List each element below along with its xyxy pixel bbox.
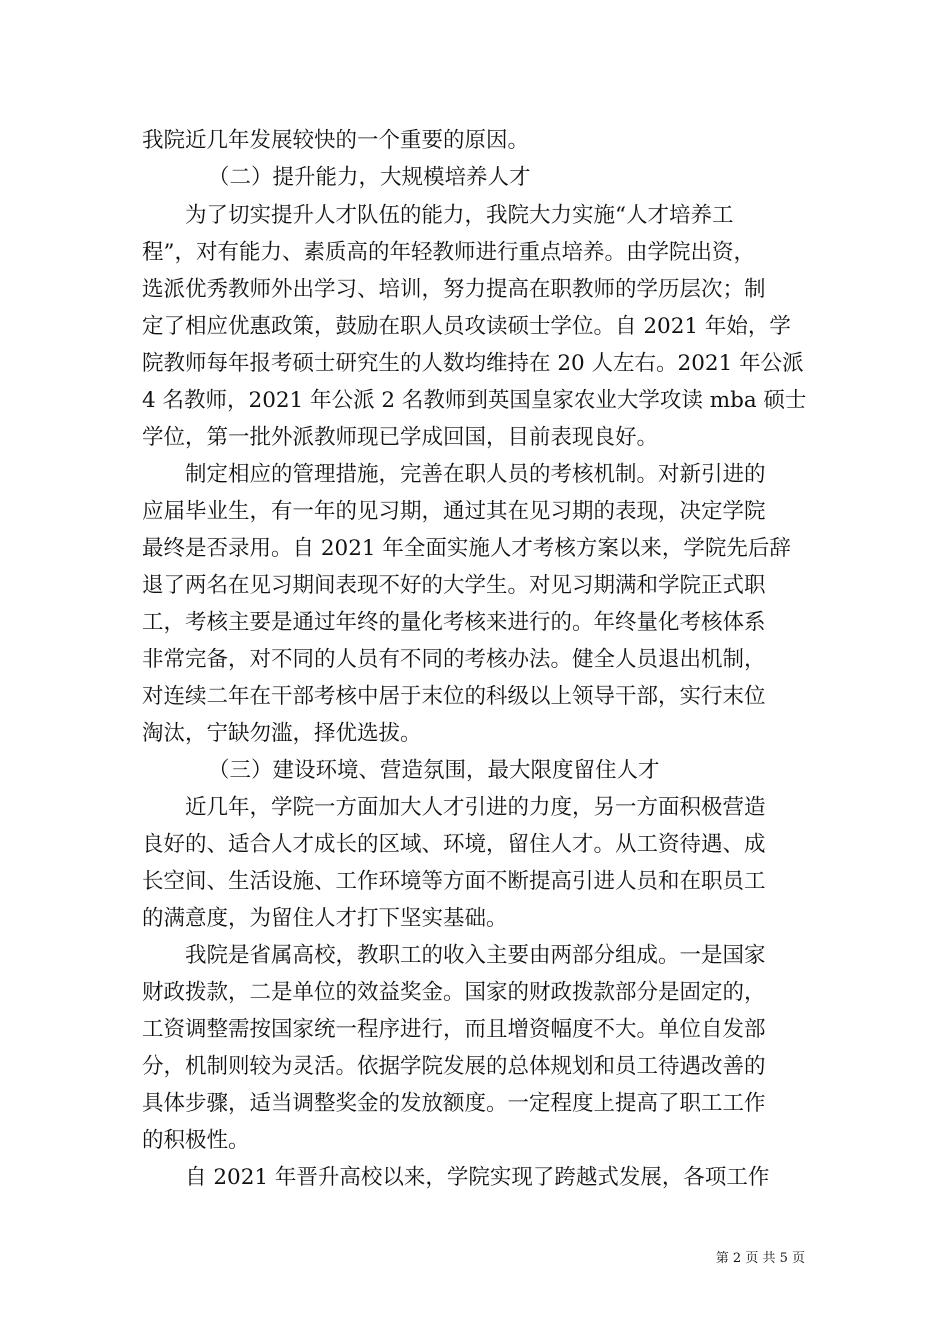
body-text-line: 学位，第一批外派教师现已学成回国，目前表现良好。 bbox=[142, 425, 659, 450]
body-text-line: 4 名教师，2021 年公派 2 名教师到英国皇家农业大学攻读 mba 硕士 bbox=[142, 388, 807, 413]
body-text-line: 选派优秀教师外出学习、培训，努力提高在职教师的学历层次；制 bbox=[142, 277, 766, 302]
body-text-line: 最终是否录用。自 2021 年全面实施人才考核方案以来，学院先后辞 bbox=[142, 536, 791, 561]
body-text-line: 退了两名在见习期间表现不好的大学生。对见习期满和学院正式职 bbox=[142, 573, 766, 598]
body-text-line: 工，考核主要是通过年终的量化考核来进行的。年终量化考核体系 bbox=[142, 610, 766, 635]
body-text-line: 淘汰，宁缺勿滥，择优选拔。 bbox=[142, 721, 422, 746]
body-text-line: 非常完备，对不同的人员有不同的考核办法。健全人员退出机制， bbox=[142, 647, 766, 672]
paragraph-first-line: 自 2021 年晋升高校以来，学院实现了跨越式发展，各项工作 bbox=[185, 1165, 770, 1190]
body-text-line: 财政拨款，二是单位的效益奖金。国家的财政拨款部分是固定的， bbox=[142, 980, 766, 1005]
section-heading: （三）建设环境、营造氛围，最大限度留住人才 bbox=[208, 758, 660, 783]
paragraph-first-line: 近几年，学院一方面加大人才引进的力度，另一方面积极营造 bbox=[185, 795, 766, 820]
body-text-line: 应届毕业生，有一年的见习期，通过其在见习期的表现，决定学院 bbox=[142, 499, 766, 524]
body-text-line: 我院近几年发展较快的一个重要的原因。 bbox=[142, 128, 530, 153]
paragraph-first-line: 为了切实提升人才队伍的能力，我院大力实施“人才培养工 bbox=[185, 203, 734, 228]
body-text-line: 的积极性。 bbox=[142, 1128, 250, 1153]
section-heading: （二）提升能力，大规模培养人才 bbox=[208, 165, 531, 190]
body-text-line: 的满意度，为留住人才打下坚实基础。 bbox=[142, 906, 508, 931]
page-number-footer: 第 2 页 共 5 页 bbox=[715, 1251, 805, 1266]
body-text-line: 工资调整需按国家统一程序进行，而且增资幅度不大。单位自发部 bbox=[142, 1017, 766, 1042]
body-text-line: 良好的、适合人才成长的区域、环境，留住人才。从工资待遇、成 bbox=[142, 832, 766, 857]
paragraph-first-line: 制定相应的管理措施，完善在职人员的考核机制。对新引进的 bbox=[185, 462, 766, 487]
body-text-line: 程”，对有能力、素质高的年轻教师进行重点培养。由学院出资， bbox=[142, 240, 755, 265]
body-text-line: 长空间、生活设施、工作环境等方面不断提高引进人员和在职员工 bbox=[142, 869, 766, 894]
body-text-line: 分，机制则较为灵活。依据学院发展的总体规划和员工待遇改善的 bbox=[142, 1054, 766, 1079]
body-text-line: 定了相应优惠政策，鼓励在职人员攻读硕士学位。自 2021 年始，学 bbox=[142, 314, 791, 339]
body-text-line: 院教师每年报考硕士研究生的人数均维持在 20 人左右。2021 年公派 bbox=[142, 351, 804, 376]
body-text-line: 具体步骤，适当调整奖金的发放额度。一定程度上提高了职工工作 bbox=[142, 1091, 766, 1116]
paragraph-first-line: 我院是省属高校，教职工的收入主要由两部分组成。一是国家 bbox=[185, 943, 766, 968]
body-text-line: 对连续二年在干部考核中居于末位的科级以上领导干部，实行末位 bbox=[142, 684, 766, 709]
